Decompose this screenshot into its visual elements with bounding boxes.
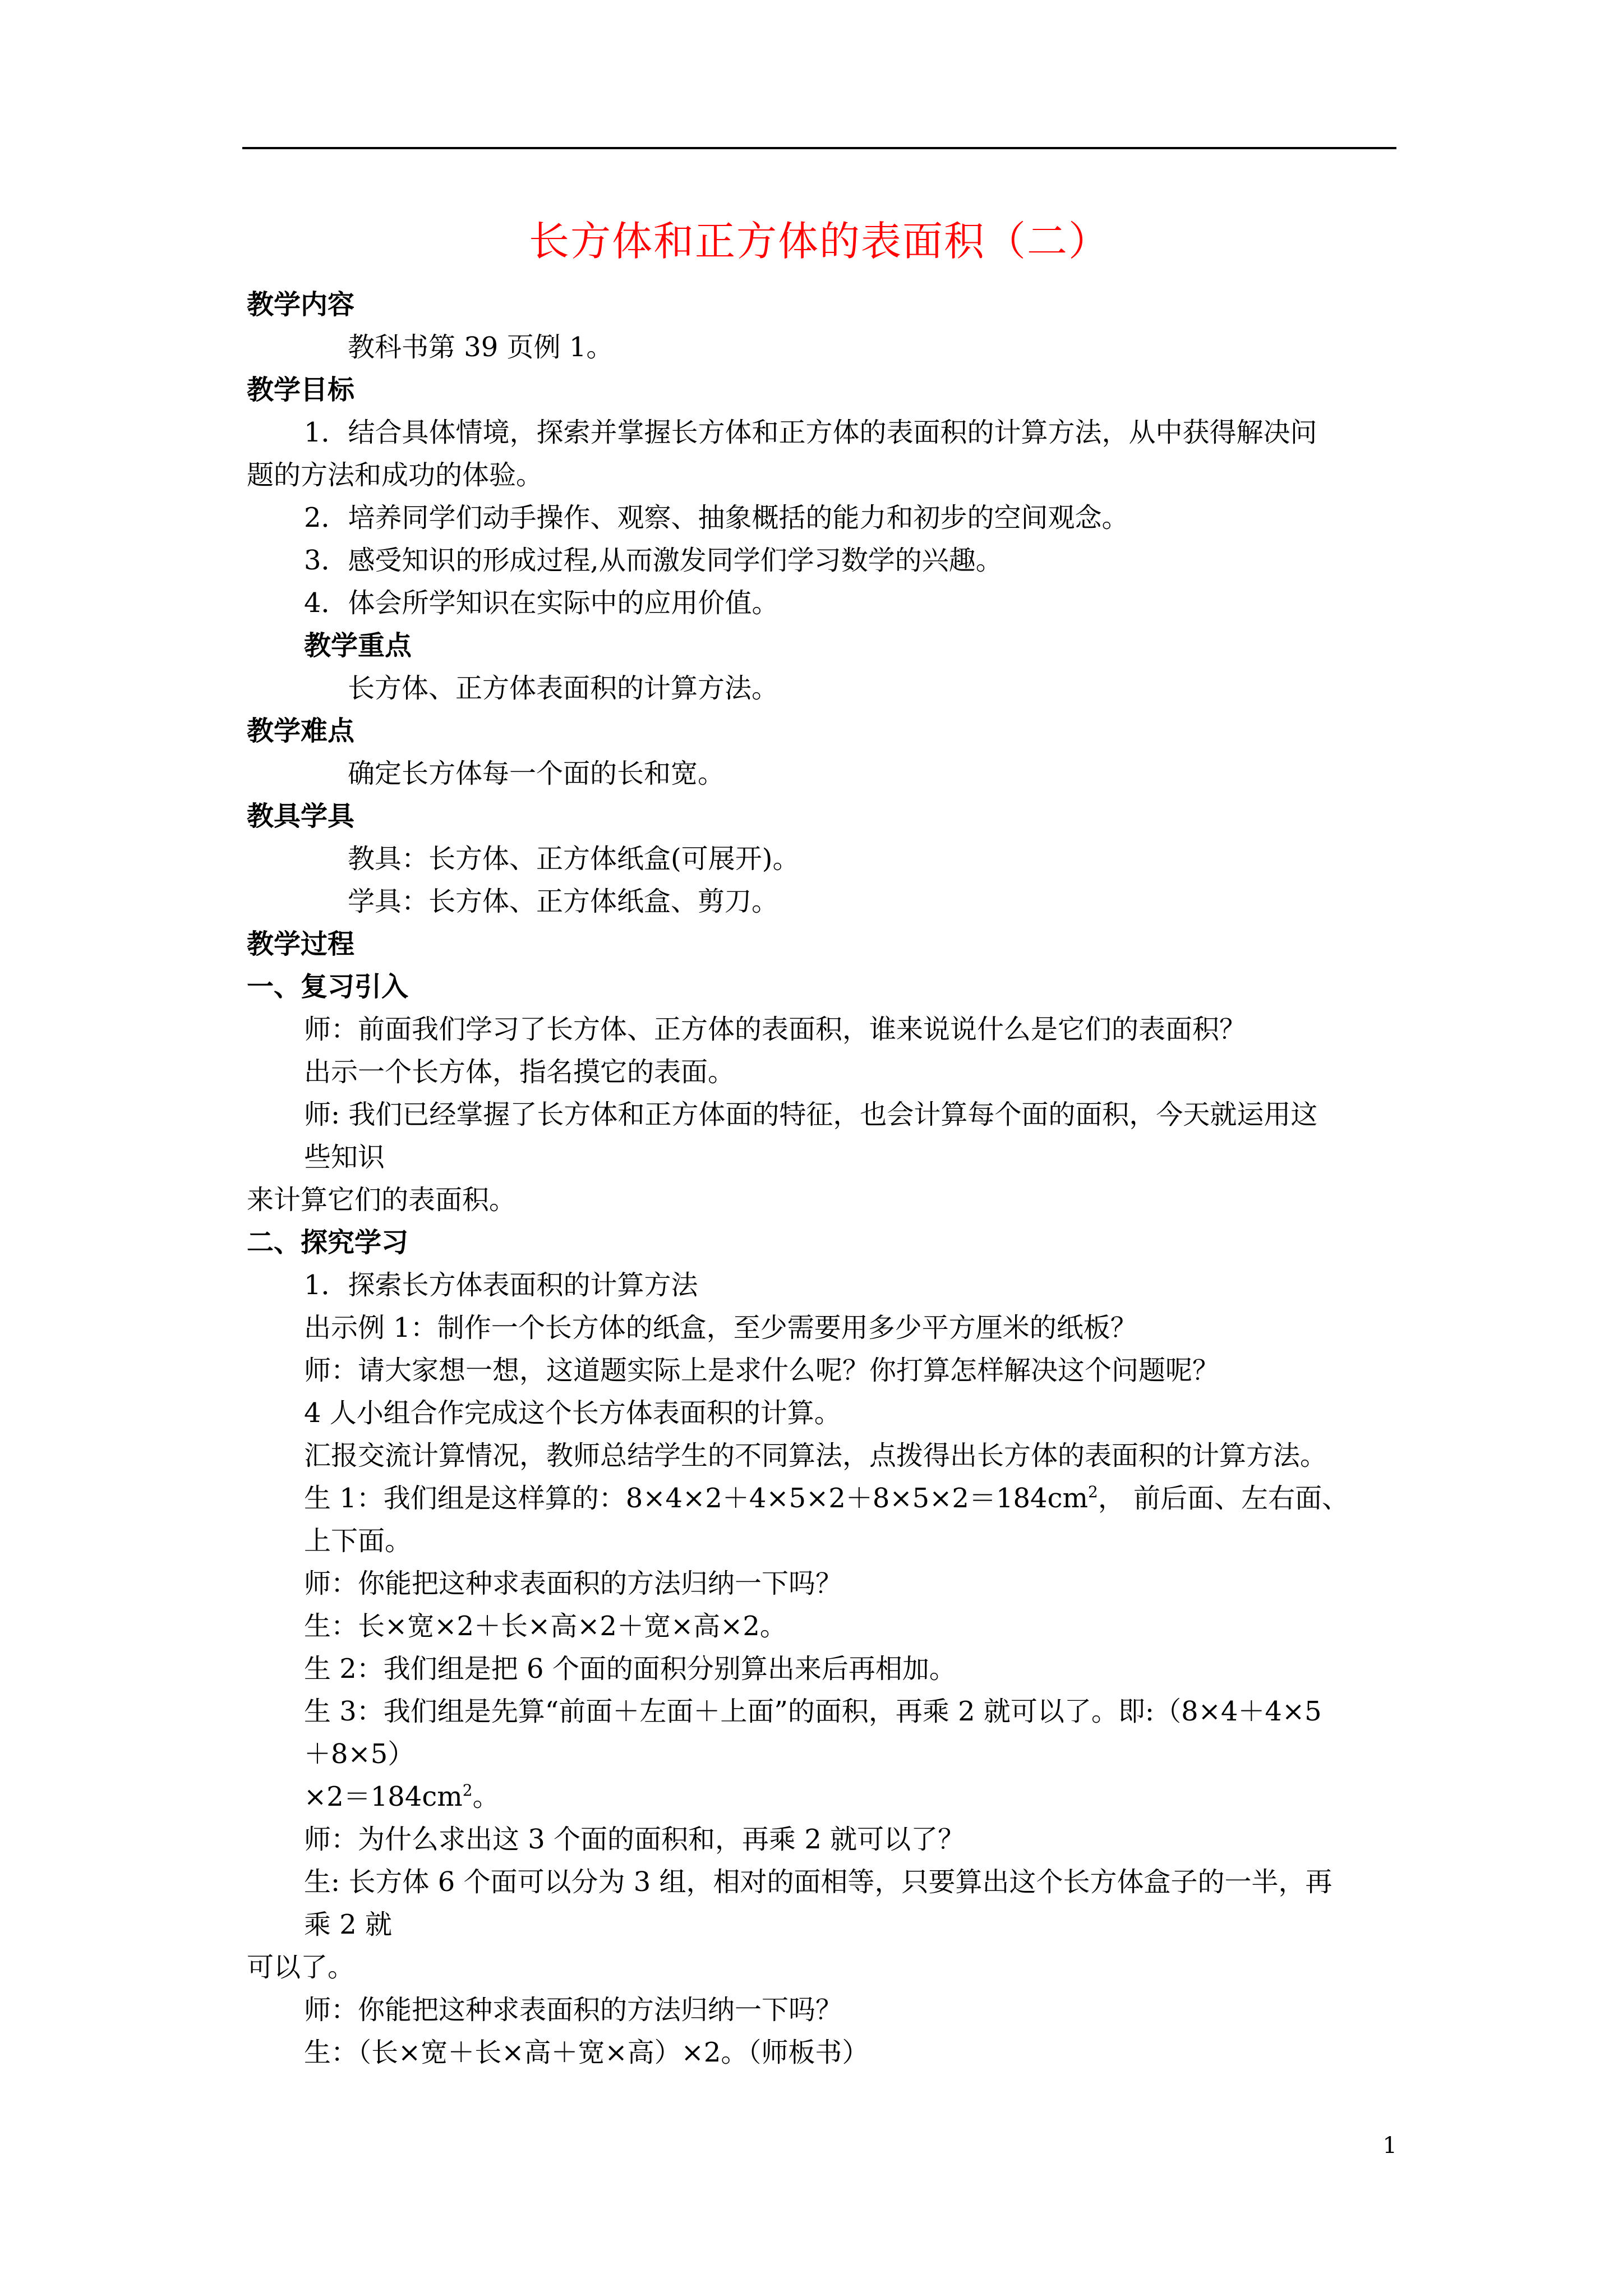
body-line <box>247 1989 1396 2031</box>
line-text: 教科书第 39 页例 1。 <box>348 332 614 363</box>
section-heading <box>247 710 1396 752</box>
body-line <box>247 1903 1396 1946</box>
line-text: 生：长×宽×2＋长×高×2＋宽×高×2。 <box>304 1611 787 1642</box>
line-text: 出示一个长方体，指名摸它的表面。 <box>304 1056 735 1088</box>
body-line <box>247 539 1396 582</box>
line-text: 生：（长×宽＋长×高＋宽×高）×2。（师板书） <box>304 2037 869 2068</box>
body-line <box>247 1093 1396 1136</box>
body-line <box>247 1477 1396 1520</box>
line-text: 教学内容 <box>247 289 355 320</box>
line-text: 2．培养同学们动手操作、观察、抽象概括的能力和初步的空间观念。 <box>304 502 1129 533</box>
line-text: 二、探究学习 <box>247 1227 409 1258</box>
superscript: 2 <box>462 1781 473 1800</box>
line-text: 来计算它们的表面积。 <box>247 1184 517 1216</box>
line-text: 生 3：我们组是先算“前面＋左面＋上面”的面积，再乘 2 就可以了。即:（8×4＋4×5 <box>304 1696 1322 1727</box>
body-line <box>247 326 1396 369</box>
line-text: 教学目标 <box>247 374 355 406</box>
line-text: 一、复习引入 <box>247 971 409 1002</box>
body-line <box>247 1775 1396 1818</box>
body-line <box>247 1946 1396 1989</box>
body-line <box>247 2031 1396 2074</box>
line-text: 汇报交流计算情况，教师总结学生的不同算法，点拨得出长方体的表面积的计算方法。 <box>304 1440 1327 1471</box>
section-heading <box>247 283 1396 326</box>
line-text-tail: ， 前后面、左右面、 <box>1098 1483 1349 1514</box>
body-line <box>247 1051 1396 1093</box>
line-text: 1．结合具体情境，探索并掌握长方体和正方体的表面积的计算方法，从中获得解决问 <box>304 417 1317 448</box>
line-text: 题的方法和成功的体验。 <box>247 459 543 491</box>
body-line <box>247 752 1396 795</box>
body-line <box>247 1306 1396 1349</box>
body-line <box>247 1008 1396 1051</box>
line-text: ×2＝184cm <box>304 1781 463 1812</box>
line-text: 师：为什么求出这 3 个面的面积和，再乘 2 就可以了？ <box>304 1824 965 1855</box>
body-line <box>247 1434 1396 1477</box>
line-text: 可以了。 <box>247 1952 355 1983</box>
line-text: 3．感受知识的形成过程,从而激发同学们学习数学的兴趣。 <box>304 545 1003 576</box>
body-line <box>247 1648 1396 1690</box>
body-line <box>247 1136 1396 1179</box>
body-line <box>247 1605 1396 1648</box>
line-text: 长方体、正方体表面积的计算方法。 <box>348 673 779 704</box>
superscript: 2 <box>1087 1483 1098 1501</box>
line-text: 生 1：我们组是这样算的：8×4×2＋4×5×2＋8×5×2＝184cm <box>304 1483 1088 1514</box>
header-rule <box>242 147 1396 149</box>
line-text: 上下面。 <box>304 1525 412 1557</box>
body-line <box>247 582 1396 624</box>
line-text: 乘 2 就 <box>304 1909 393 1940</box>
section-heading <box>247 1221 1396 1264</box>
section-heading <box>247 369 1396 411</box>
line-text: 出示例 1：制作一个长方体的纸盒，至少需要用多少平方厘米的纸板？ <box>304 1312 1137 1343</box>
line-text: 教具：长方体、正方体纸盒(可展开)。 <box>348 843 800 875</box>
line-text: 生 2：我们组是把 6 个面的面积分别算出来后再相加。 <box>304 1653 956 1685</box>
line-text: 1．探索长方体表面积的计算方法 <box>304 1269 698 1301</box>
line-text: 教具学具 <box>247 800 355 832</box>
body-line <box>247 1349 1396 1392</box>
body-line <box>247 496 1396 539</box>
body-line <box>247 1179 1396 1221</box>
line-text-tail: 。 <box>472 1781 500 1812</box>
line-text: 学具：长方体、正方体纸盒、剪刀。 <box>348 886 779 917</box>
section-heading <box>247 965 1396 1008</box>
document-title: 长方体和正方体的表面积（二） <box>528 218 1110 265</box>
line-text: 些知识 <box>304 1142 385 1173</box>
line-text: 确定长方体每一个面的长和宽。 <box>348 758 725 789</box>
line-text: ＋8×5） <box>304 1738 415 1770</box>
body-line <box>247 1733 1396 1775</box>
body-line <box>247 667 1396 710</box>
line-text: 4 人小组合作完成这个长方体表面积的计算。 <box>304 1397 841 1429</box>
body-line <box>247 1562 1396 1605</box>
page-number: 1 <box>1382 2133 1397 2159</box>
line-text: 生: 长方体 6 个面可以分为 3 组，相对的面相等，只要算出这个长方体盒子的一半，再 <box>304 1866 1332 1898</box>
line-text: 教学过程 <box>247 928 355 960</box>
line-text: 教学重点 <box>304 630 412 661</box>
line-text: 师: 我们已经掌握了长方体和正方体面的特征，也会计算每个面的面积，今天就运用这 <box>304 1099 1318 1130</box>
body-line <box>247 1818 1396 1861</box>
section-heading <box>247 795 1396 838</box>
line-text: 4．体会所学知识在实际中的应用价值。 <box>304 587 779 619</box>
line-text: 师：你能把这种求表面积的方法归纳一下吗？ <box>304 1568 843 1599</box>
body-line <box>247 838 1396 880</box>
body-line <box>247 880 1396 923</box>
line-text: 师：你能把这种求表面积的方法归纳一下吗？ <box>304 1994 843 2026</box>
body-line <box>247 1520 1396 1562</box>
body-line <box>247 1264 1396 1306</box>
line-text: 教学难点 <box>247 715 355 747</box>
body-line <box>247 1690 1396 1733</box>
document-body <box>247 283 1396 2074</box>
body-line <box>247 454 1396 496</box>
body-line <box>247 1861 1396 1903</box>
section-heading <box>247 923 1396 965</box>
line-text: 师：前面我们学习了长方体、正方体的表面积，谁来说说什么是它们的表面积？ <box>304 1014 1247 1045</box>
line-text: 师：请大家想一想，这道题实际上是求什么呢？你打算怎样解决这个问题呢？ <box>304 1355 1220 1386</box>
section-heading <box>247 624 1396 667</box>
body-line <box>247 411 1396 454</box>
body-line <box>247 1392 1396 1434</box>
